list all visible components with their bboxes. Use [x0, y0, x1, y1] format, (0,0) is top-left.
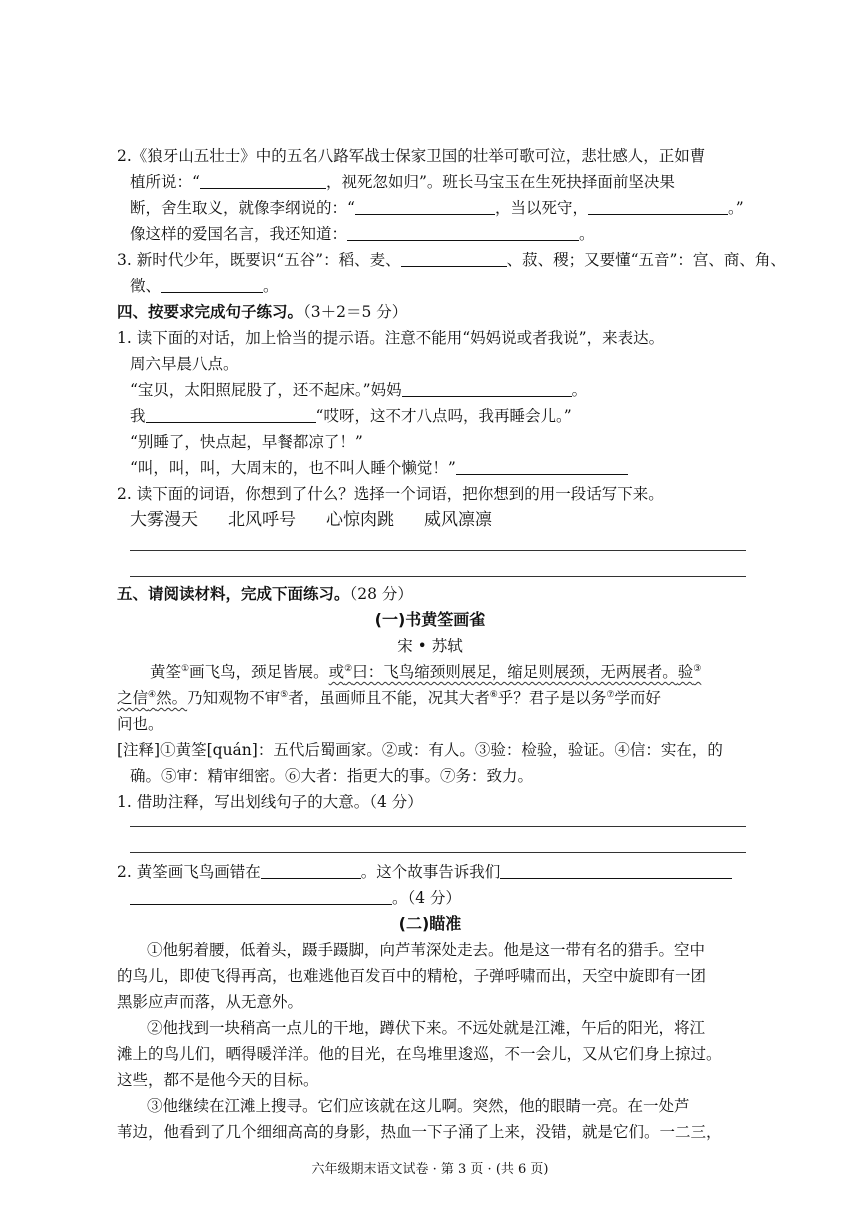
footnote-mark: ⑦: [606, 690, 615, 700]
question-text: 2. 读下面的词语，你想到了什么？选择一个词语，把你想到的用一段话写下来。: [117, 485, 664, 503]
passage-2-line: [117, 992, 303, 1012]
answer-blank[interactable]: [161, 276, 263, 293]
dialogue-line: [130, 406, 572, 426]
passage-1-line3: [117, 714, 164, 734]
footnote-mark: ③: [693, 664, 702, 674]
answer-blank[interactable]: [261, 862, 361, 879]
footnote-mark: ⑤: [280, 690, 289, 700]
passage-text: 乎？君子是以务: [497, 689, 607, 707]
passage-text: ③他继续在江滩上搜寻。它们应该就在这儿啊。突然，他的眼睛一亮。在一处芦: [147, 1097, 690, 1115]
passage-1-title: (一)书黄筌画雀: [374, 610, 486, 629]
s5-q1: [117, 792, 423, 812]
answer-blank[interactable]: [347, 224, 579, 241]
q2-text: 。: [579, 225, 595, 243]
section-5-heading: [117, 584, 413, 604]
dialogue-line: [130, 380, 587, 400]
passage-2-line: [147, 1018, 705, 1038]
question-text: 1. 借助注释，写出划线句子的大意。（4 分）: [117, 793, 423, 811]
section-title: 五、请阅读材料，完成下面练习。: [117, 585, 350, 603]
dialogue-line: [130, 432, 363, 452]
passage-text: 黑影应声而落，从无意外。: [117, 993, 304, 1011]
passage-text: 曰：飞鸟缩颈则展足，缩足则展颈，无两展者。: [352, 663, 678, 681]
s4-q1: [117, 328, 664, 348]
question-text: 1. 读下面的对话，加上恰当的提示语。注意不能用“妈妈说或者我说”，来表达。: [117, 329, 665, 347]
answer-blank[interactable]: [200, 172, 326, 189]
passage-text: 这些，都不是他今天的目标。: [117, 1071, 319, 1089]
q3-line1: [117, 250, 786, 270]
passage-text: 滩上的鸟儿们，晒得暖洋洋。他的目光，在鸟堆里逡巡，不一会儿，又从它们身上掠过。: [117, 1045, 722, 1063]
answer-blank[interactable]: [355, 198, 495, 215]
passage-text: 黄筌: [150, 663, 182, 681]
passage-text: 验: [677, 663, 694, 681]
passage-text: 或: [328, 663, 345, 681]
dialogue-line: [130, 458, 628, 478]
word-item: 心惊肉跳: [326, 510, 394, 530]
answer-blank[interactable]: [146, 406, 316, 423]
section-score: （28 分）: [349, 585, 413, 603]
passage-text: ①他躬着腰，低着头，蹑手蹑脚，向芦苇深处走去。他是这一带有名的猎手。空中: [147, 941, 706, 959]
passage-text: 画飞鸟，颈足皆展。: [189, 663, 329, 681]
underlined-sentence: [678, 663, 702, 681]
section-score: （3＋2＝5 分）: [303, 303, 408, 321]
question-text: 。这个故事告诉我们: [360, 863, 501, 881]
answer-line[interactable]: [130, 852, 746, 853]
passage-text: 然。: [156, 689, 188, 707]
q2-line2: [130, 172, 675, 192]
annotation-line2: [130, 766, 533, 786]
s5-q2-line1: [117, 862, 732, 882]
passage-text: 苇边，他看到了几个细细高高的身影，热血一下子涌了上来，没错，就是它们。一二三，: [117, 1123, 722, 1141]
q2-line3: [130, 198, 744, 218]
passage-text: 之信: [117, 689, 149, 707]
q2-text: ，当以死守，: [494, 199, 588, 217]
underlined-sentence: [329, 663, 678, 681]
question-text: 2. 黄筌画飞鸟画错在: [117, 863, 261, 881]
q3-text: 。: [263, 277, 279, 295]
footnote-mark: ④: [148, 690, 157, 700]
dialogue-text: 我: [130, 407, 146, 425]
section-4-heading: [117, 302, 407, 322]
q2-text: 2.《狼牙山五壮士》中的五名八路军战士保家卫国的壮举可歌可泣，悲壮感人，正如曹: [117, 147, 706, 165]
passage-2-line: [147, 940, 705, 960]
section-title: 四、按要求完成句子练习。: [117, 303, 304, 321]
q2-text: ，视死忽如归”。班长马宝玉在生死抉择面前坚决果: [325, 173, 675, 191]
answer-line[interactable]: [130, 550, 746, 551]
passage-2-line: [147, 1096, 690, 1116]
answer-blank[interactable]: [456, 458, 628, 475]
word-item: 威风凛凛: [424, 510, 492, 530]
q2-text: 植所说：“: [130, 173, 200, 191]
s5-q2-line2: [130, 888, 461, 908]
underlined-sentence: [117, 689, 187, 707]
passage-text: 的鸟儿，即使飞得再高，也难逃他百发百中的精枪，子弹呼啸而出，天空中旋即有一团: [117, 967, 707, 985]
q3-text: 徵、: [130, 277, 162, 295]
word-item: 北风呼号: [228, 510, 296, 530]
dialogue-text: “宝贝，太阳照屁股了，还不起床。”妈妈: [130, 381, 402, 399]
q3-text: 3. 新时代少年，既要识“五谷”：稻、麦、: [117, 251, 401, 269]
passage-text: 乃知观物不审: [187, 689, 281, 707]
footnote-mark: ⑥: [489, 690, 498, 700]
annotation-text: [注释]①黄筌[quán]：五代后蜀画家。②或：有人。③验：检验，验证。④信：实在，的: [117, 741, 723, 759]
q2-line4: [130, 224, 595, 244]
q2-text: 断，舍生取义，就像李纲说的：“: [130, 199, 355, 217]
answer-blank[interactable]: [402, 380, 572, 397]
passage-text: 问也。: [117, 715, 164, 733]
passage-text: ②他找到一块稍高一点儿的干地，蹲伏下来。不远处就是江滩，午后的阳光，将江: [147, 1019, 706, 1037]
answer-blank[interactable]: [588, 198, 728, 215]
q3-line2: [130, 276, 279, 296]
passage-1-author: 宋 • 苏轼: [397, 637, 463, 655]
answer-blank[interactable]: [401, 250, 507, 267]
page-footer: 六年级期末语文试卷 · 第 3 页 · (共 6 页): [311, 1162, 549, 1177]
dialogue-text: “哎呀，这不才八点吗，我再睡会儿。”: [315, 407, 572, 425]
footnote-mark: ②: [344, 664, 353, 674]
q2-line1: [117, 146, 705, 166]
passage-2-line: [117, 1070, 319, 1090]
answer-blank[interactable]: [500, 862, 732, 879]
dialogue-text: 周六早晨八点。: [130, 355, 239, 373]
question-text: 。（4 分）: [392, 889, 462, 907]
passage-1-line1: [150, 662, 701, 682]
dialogue-text: 。: [571, 381, 588, 399]
passage-2-line: [117, 966, 706, 986]
dialogue-line: [130, 354, 239, 374]
annotation-text: 确。⑤审：精审细密。⑥大者：指更大的事。⑦务：致力。: [130, 767, 534, 785]
passage-2-line: [117, 1044, 722, 1064]
passage-1-line2: [117, 688, 661, 708]
passage-text: 者，虽画师且不能，况其大者: [288, 689, 490, 707]
passage-2-line: [117, 1122, 722, 1142]
q2-text: 。”: [727, 199, 744, 217]
word-item: 大雾漫天: [130, 510, 198, 530]
answer-line[interactable]: [130, 576, 746, 577]
dialogue-text: “别睡了，快点起，早餐都凉了！”: [130, 433, 363, 451]
s4-q2: [117, 484, 664, 504]
footnote-mark: ①: [181, 664, 190, 674]
q2-text: 像这样的爱国名言，我还知道：: [130, 225, 348, 243]
q3-text: 、菽、稷；又要懂“五音”：宫、商、角、: [506, 251, 786, 269]
passage-2-title: (二)瞄准: [398, 914, 462, 933]
annotation-line1: [117, 740, 723, 760]
answer-blank[interactable]: [130, 888, 392, 905]
dialogue-text: “叫，叫，叫，大周末的，也不叫人睡个懒觉！”: [130, 459, 456, 477]
word-list: [130, 510, 492, 530]
passage-text: 学而好: [614, 689, 661, 707]
answer-line[interactable]: [130, 826, 746, 827]
